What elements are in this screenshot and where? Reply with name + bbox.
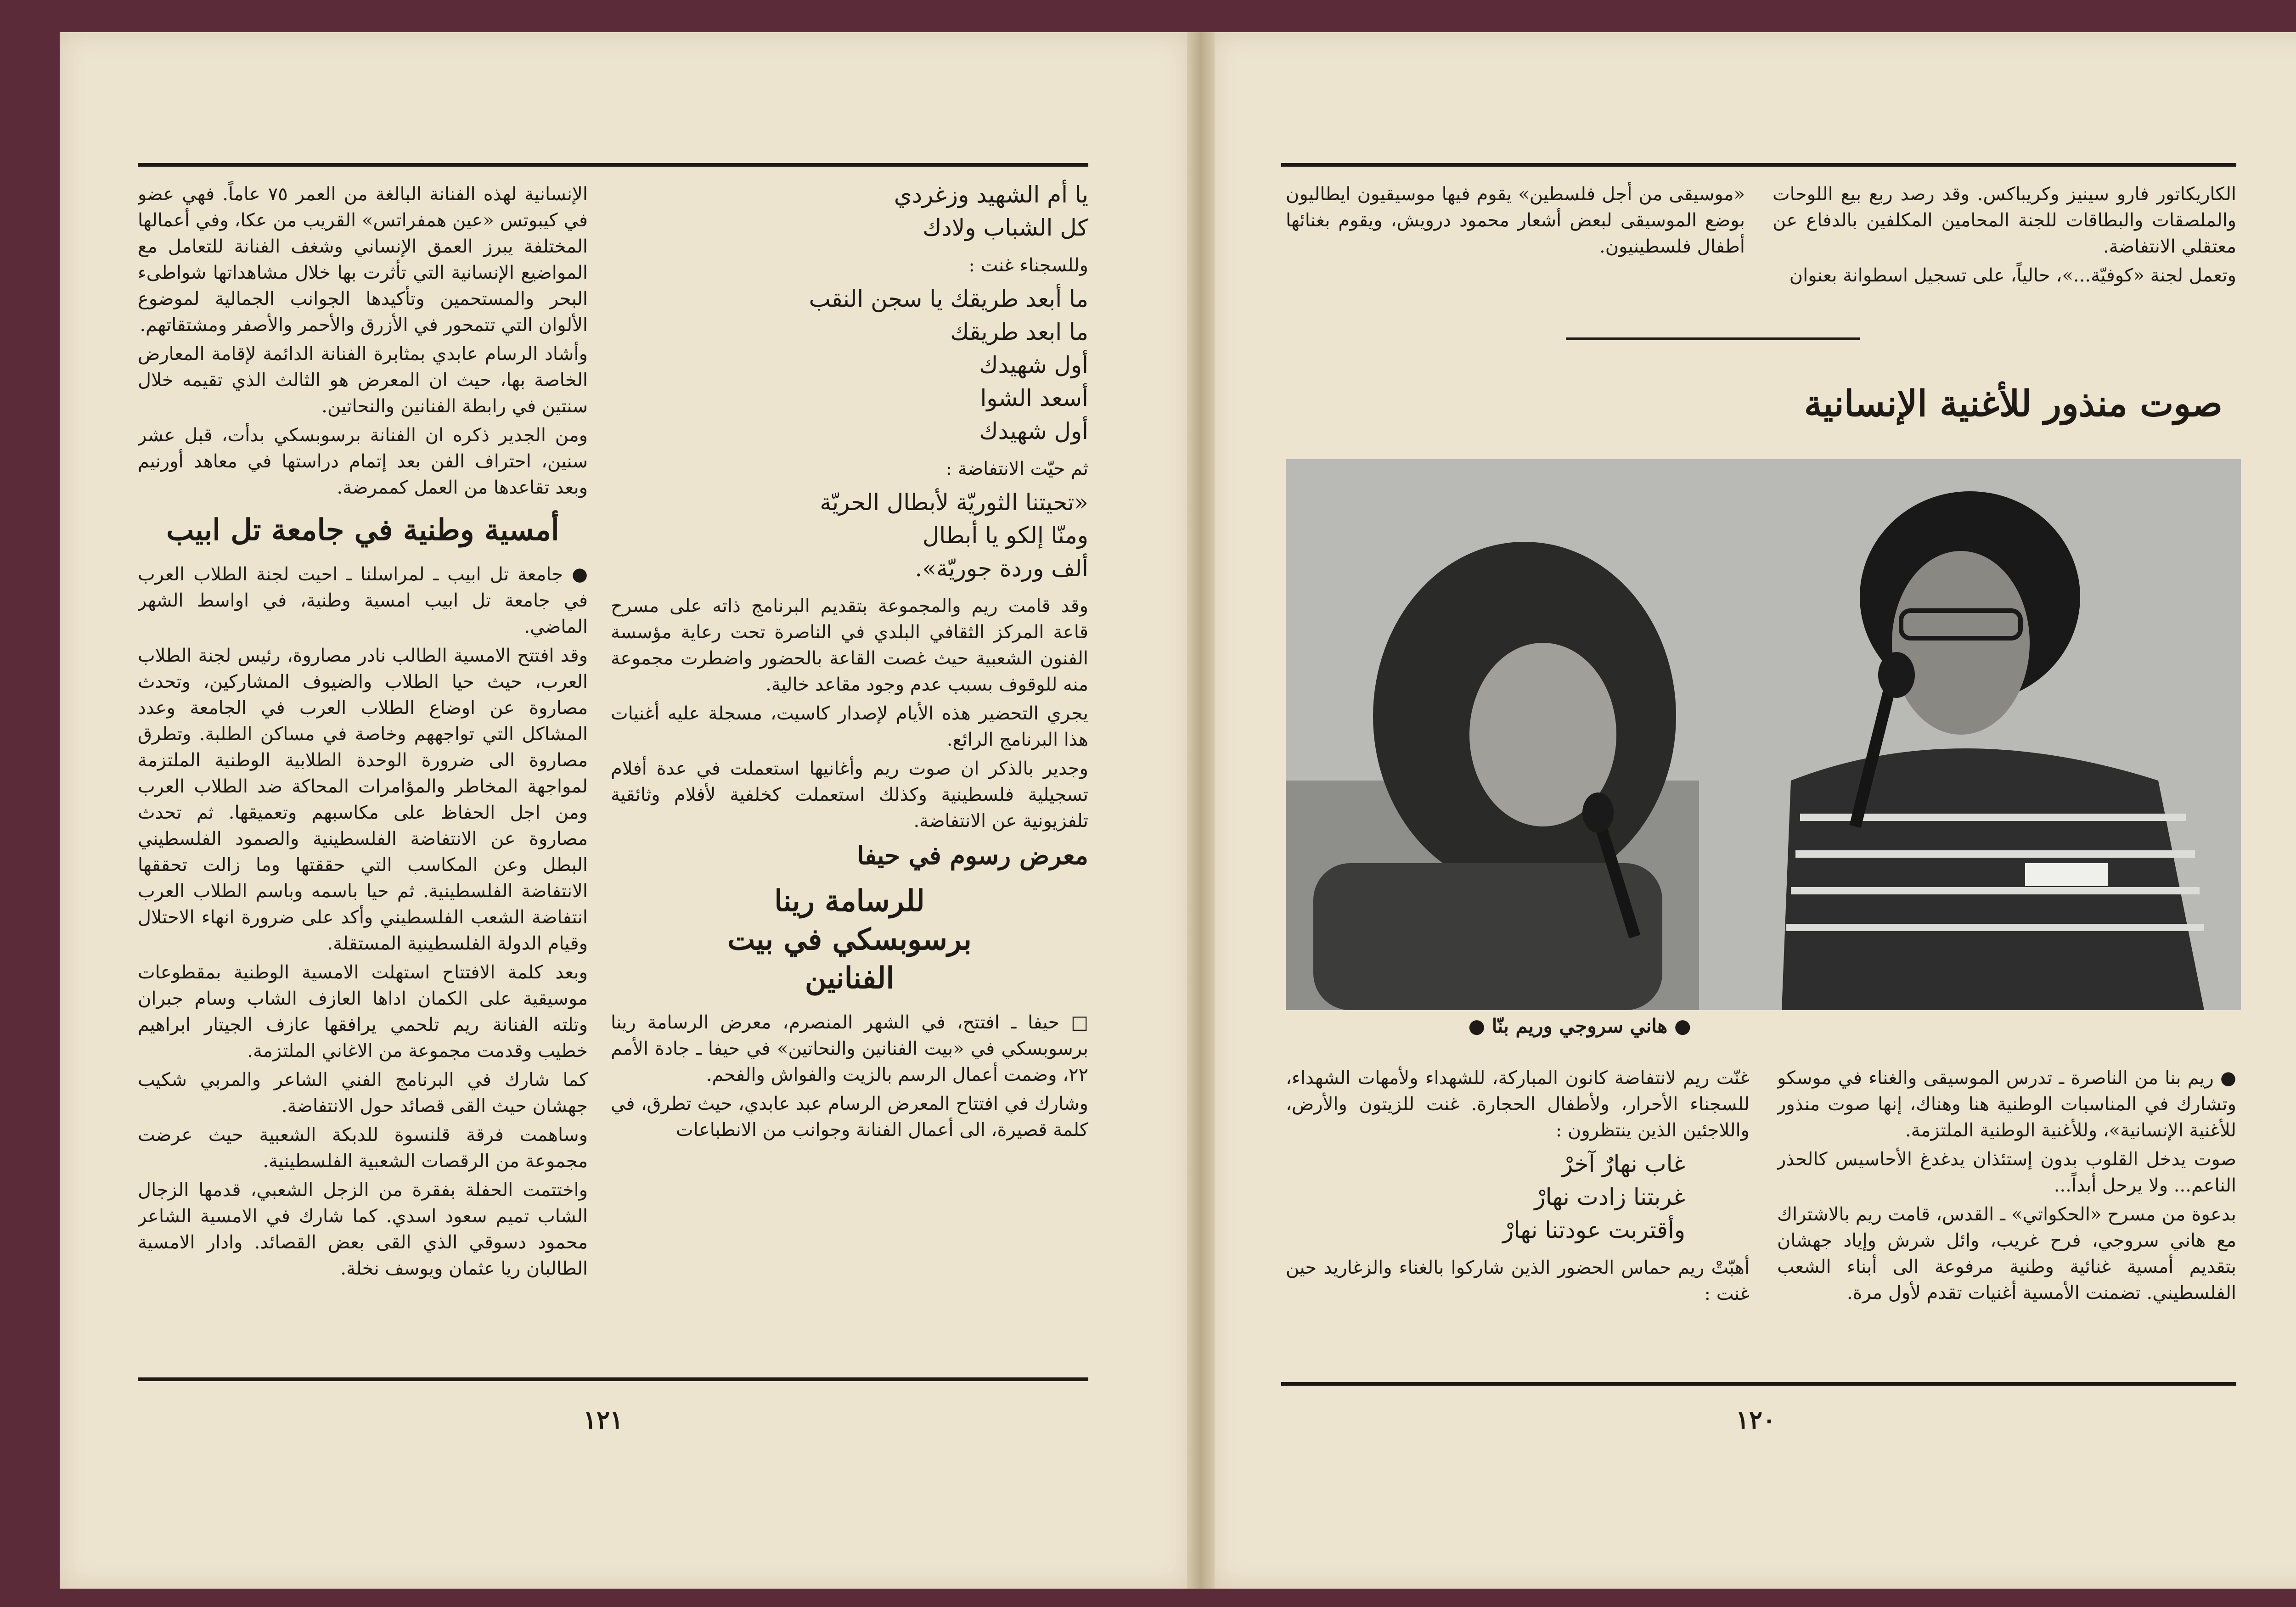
heading-tel-aviv-evening: أمسية وطنية في جامعة تل ابيب [166,513,559,547]
paragraph: أهبّتْ ريم حماس الحضور الذين شاركوا بالغناء والزغاريد حين غنت : [1286,1257,1750,1304]
heading-exhibit: معرض رسوم في حيفا [857,841,1088,870]
paragraph: □ حيفا ـ افتتح، في الشهر المنصرم، معرض الرسامة رينا برسوبسكي في «بيت الفنانين والنحاتين» في حيفا ـ جادة الأمم ٢٢، وضمت أعمال الرسم بالزيت والفواش والفحم. [611,1012,1088,1085]
paragraph: «موسيقى من أجل فلسطين» يقوم فيها موسيقيون ايطاليون بوضع الموسيقى لبعض أشعار محمود درويش، ويقوم بغنائها أطفال فلسطينيون. [1286,184,1745,257]
paragraph: كما شارك في البرنامج الفني الشاعر والمربي شكيب جهشان حيث القى قصائد حول الانتفاضة. [138,1069,588,1117]
paragraph: يجري التحضير هذه الأيام لإصدار كاسيت، مسجلة عليه أغنيات هذا البرنامج الرائع. [611,703,1088,750]
right-bottom-column-left [1286,1065,1750,1359]
paragraph: ● جامعة تل ابيب ـ لمراسلنا ـ احيت لجنة الطلاب العرب في جامعة تل ابيب امسية وطنية، في اواسط الشهر الماضي. [138,564,588,637]
poem-line: يا أم الشهيد وزغردي [894,181,1088,208]
paragraph: وبعد كلمة الافتتاح استهلت الامسية الوطنية بمقطوعات موسيقية على الكمان اداها العازف الشاب وسام جبران وتلته الفنانة ريم تلحمي يرافقها عازف الجيتار ابراهيم خطيب وقدمت مجموعة من الاغاني الملتزمة. [138,962,588,1062]
left-top-rule [138,163,1088,167]
left-column-right [611,174,1088,1359]
poem-line: غربتنا زادت نهارْ [1534,1184,1685,1210]
poem-prisoners [611,282,1088,448]
right-top-column-right [1773,181,2236,315]
paragraph: وجدير بالذكر ان صوت ريم وأغانيها استعملت في عدة أفلام تسجيلية فلسطينية وكذلك استعملت كخلفية لأفلام وثائقية تلفزيونية عن الانتفاضة. [611,758,1088,832]
page-number-120: ١٢٠ [1736,1405,1776,1434]
headline-bar [1566,337,1860,340]
poem-line: «تحيتنا الثوريّة لأبطال الحريّة [820,489,1088,516]
paragraph: ● ريم بنا من الناصرة ـ تدرس الموسيقى والغناء في موسكو وتشارك في المناسبات الوطنية هنا وهناك، إنها صوت منذور للأغنية الإنسانية»، وللأغنية الوطنية الملتزمة. [1777,1068,2236,1141]
poem-line: ما أبعد طريقك يا سجن النقب [809,286,1088,312]
performers-photo [1286,459,2241,1010]
poem-line: ومنّا إلكو يا أبطال [922,522,1088,549]
poem-line: أول شهيدك [979,352,1088,378]
poem-line: ما ابعد طريقك [950,319,1088,345]
paragraph: وقد افتتح الامسية الطالب نادر مصاروة، رئيس لجنة الطلاب العرب، حيث حيا الطلاب والضيوف المشاركين، وتحدث مصاروة عن اوضاع الطلاب العرب في الجامعة وعدد المشاكل التي تواجههم وخاصة في مساكن الطلبة. وتطرق مصاروة الى ضرورة الوحدة الطلابية الوطنية الملتزمة لمواجهة المخاطر والمؤامرات المحاكة ضد الطلاب العرب ومن اجل الحفاظ على مكاسبهم وتعميقها. ثم تحدث مصاروة عن الانتفاضة الفلسطينية والصمود الفلسطيني البطل وعن المكاسب التي حققتها وما زالت تحققها الانتفاضة الفلسطينية. ثم حيا باسمه وباسم الطلاب العرب انتفاضة الشعب الفلسطيني وأكد على ضرورة انهاء الاحتلال وقيام الدولة الفلسطينية المستقلة. [138,645,588,954]
poem-line: أول شهيدك [979,418,1088,444]
right-bottom-column-right [1777,1065,2236,1359]
right-top-column-left [1286,181,1745,315]
paragraph: ومن الجدير ذكره ان الفنانة برسوبسكي بدأت، قبل عشر سنين، احتراف الفن بعد إتمام دراستها في معاهد أورنيم وبعد تقاعدها من العمل كممرضة. [138,425,588,498]
paragraph: وللسجناء غنت : [968,255,1088,276]
paragraph: ثم حيّت الانتفاضة : [945,458,1088,479]
right-bottom-rule [1281,1382,2236,1386]
paragraph: وساهمت فرقة قلنسوة للدبكة الشعبية حيث عرضت مجموعة من الرقصات الشعبية الفلسطينية. [138,1124,588,1172]
left-bottom-rule [138,1377,1088,1381]
poem-intifada [611,486,1088,585]
paragraph: وتعمل لجنة «كوفيّة...»، حالياً، على تسجيل اسطوانة بعنوان [1789,265,2236,286]
book-gutter [1187,32,1215,1589]
poem-mother [611,178,1088,244]
poem-line: وأقتربت عودتنا نهارْ [1503,1217,1685,1243]
paragraph: غنّت ريم لانتفاضة كانون المباركة، للشهداء ولأمهات الشهداء، للسجناء الأحرار، ولأطفال الحجارة. غنت للزيتون والأرض، واللاجئين الذين ينتظرون : [1286,1068,1750,1141]
poem-line: كل الشباب ولادك [923,214,1088,241]
paragraph: صوت يدخل القلوب بدون إستئذان يدغدغ الأحاسيس كالحذر الناعم... ولا يرحل أبداً... [1777,1149,2236,1196]
paragraph: وقد قامت ريم والمجموعة بتقديم البرنامج ذاته على مسرح قاعة المركز الثقافي البلدي في الناصرة تحت رعاية مؤسسة الفنون الشعبية حيث غصت القاعة بالحضور واضطرت مجموعة منه للوقوف بسبب عدم وجود مقاعد خالية. [611,596,1088,695]
photo-caption: ● هاني سروجي وريم بنّا ● [1468,1015,1691,1037]
paragraph: الكاريكاتور فارو سينيز وكريباكس. وقد رصد ربع بيع اللوحات والملصقات والبطاقات للجنة المحامين المكلفين بالدفاع عن معتقلي الانتفاضة. [1773,184,2236,257]
paragraph: الإنسانية لهذه الفنانة البالغة من العمر ٧٥ عاماً. فهي عضو في كيبوتس «عين همفراتس» القريب من عكا، وفي أعمالها المختلفة يبرز العمق الإنساني وشغف الفنانة للتعامل مع المواضيع الإنسانية التي تأثرت بها خلال مشاهداتها شواطىء البحر والمستحمين وتأكيدها الجوانب الجمالية لموضوع الألوان التي تتمحور في الأزرق والأحمر والأصفر ومشتقاتهم. [138,184,588,336]
paragraph: بدعوة من مسرح «الحكواتي» ـ القدس، قامت ريم بالاشتراك مع هاني سروجي، فرح غريب، وائل شرش وإياد جهشان بتقديم أمسية غنائية وطنية مرفوعة الى أبناء الشعب الفلسطيني. تضمنت الأمسية أغنيات تقدم لأول مرة. [1777,1204,2236,1304]
poem-line: أسعد الشوا [980,385,1088,411]
heading-artist: للرسامة رينا برسوبسكي في بيت الفنانين [727,884,972,995]
poem-line: ألف وردة جوريّة». [915,555,1088,582]
left-column-left [138,181,588,1357]
paragraph: وأشاد الرسام عابدي بمثابرة الفنانة الدائمة لإقامة المعارض الخاصة بها، حيث ان المعرض هو الثالث الذي تقيمه خلال سنتين في رابطة الفنانين والنحاتين. [138,343,588,417]
poem-homecoming [1286,1147,1750,1247]
article-headline: صوت منذور للأغنية الإنسانية [1804,383,2223,425]
right-top-rule [1281,163,2236,167]
page-number-121: ١٢١ [583,1405,624,1434]
poem-line: غاب نهارٌ آخرْ [1562,1151,1685,1177]
paragraph: وشارك في افتتاح المعرض الرسام عبد عابدي، حيث تطرق، في كلمة قصيرة، الى أعمال الفنانة وجوانب من الانطباعات [611,1093,1088,1141]
performers-illustration [1286,459,2241,1010]
paragraph: واختتمت الحفلة بفقرة من الزجل الشعبي، قدمها الزجال الشاب تميم سعود اسدي. كما شارك في الامسية الشاعر محمود دسوقي الذي القى بعض القصائد. وادار الامسية الطالبان ريا عثمان ويوسف نخلة. [138,1180,588,1279]
